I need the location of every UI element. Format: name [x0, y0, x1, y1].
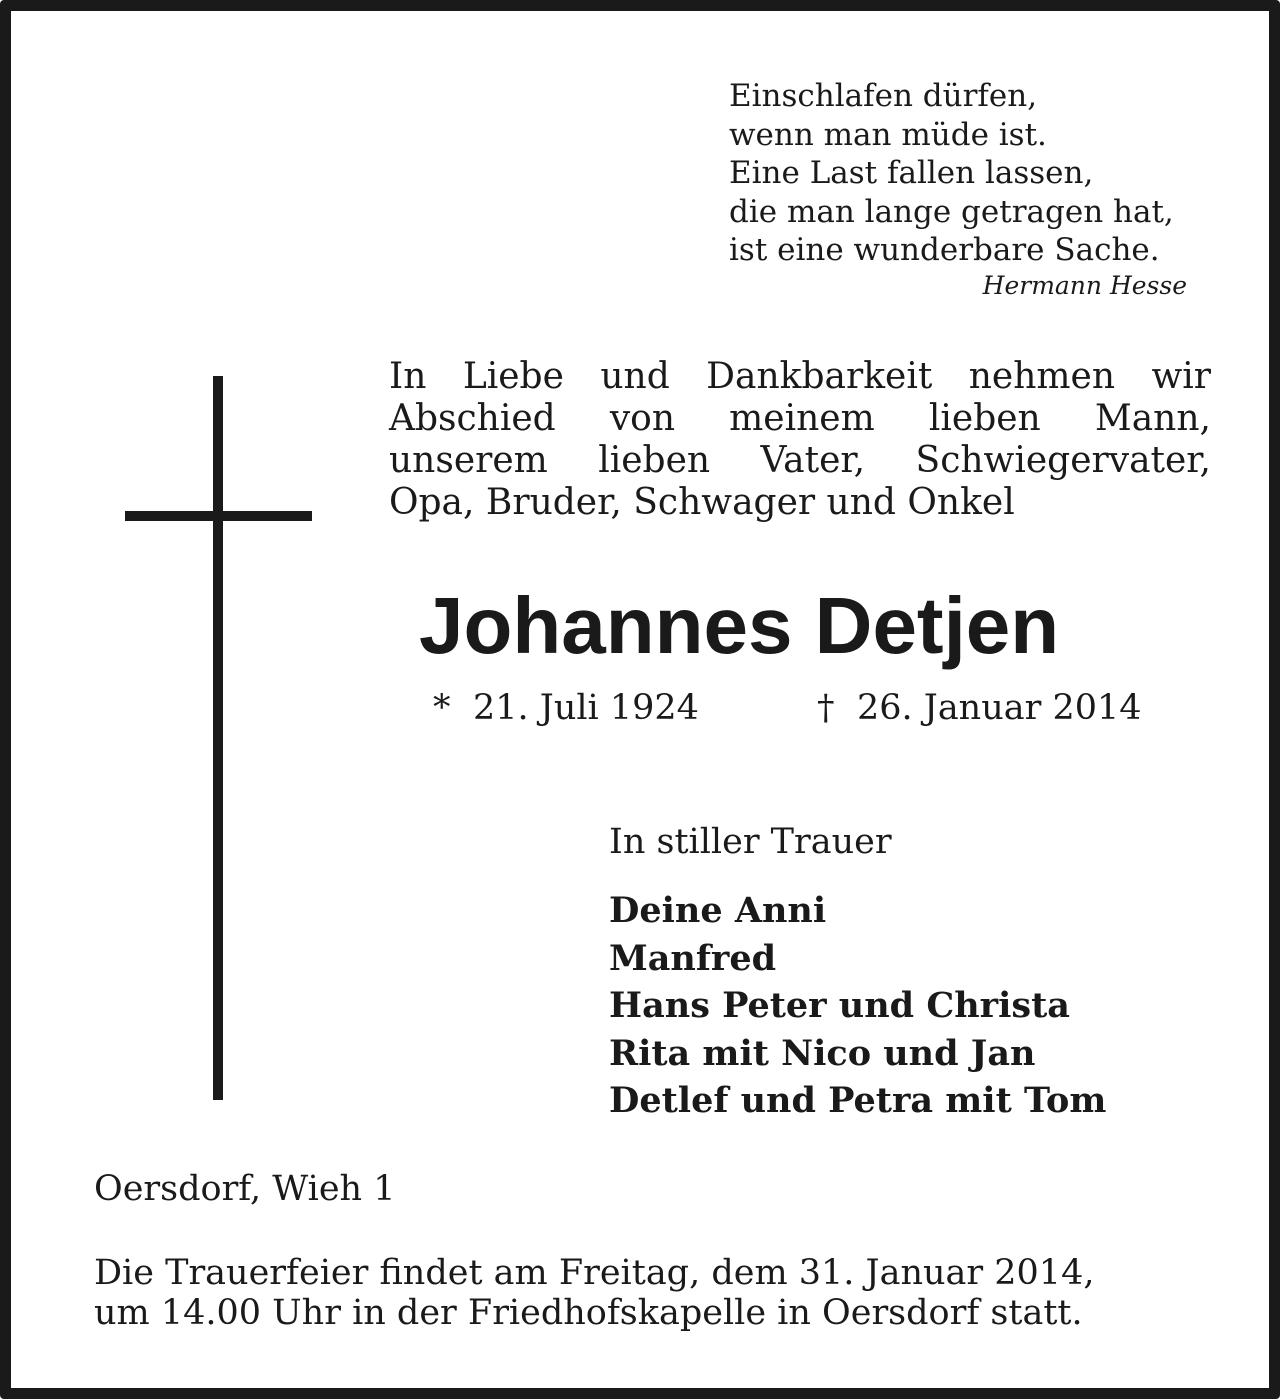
- intro-text: [389, 356, 1211, 524]
- poem-line: Einschlafen dürfen,: [729, 78, 1038, 114]
- poem-line: Eine Last fallen lassen,: [729, 155, 1094, 191]
- mourners-heading: In stiller Trauer: [609, 822, 892, 862]
- mourner-name: Deine Anni: [609, 890, 827, 931]
- poem-line: die man lange getragen hat,: [729, 193, 1174, 230]
- death-symbol: †: [817, 688, 835, 728]
- cross-horizontal-bar: [125, 511, 312, 521]
- mourner-name: Detlef und Petra mit Tom: [609, 1080, 1107, 1121]
- ceremony-info: [94, 1253, 1224, 1333]
- death-date-line: [817, 687, 1142, 729]
- mourners-list: [609, 887, 1106, 1125]
- mourner-name: Hans Peter und Christa: [609, 985, 1070, 1026]
- ceremony-line: um 14.00 Uhr in der Friedhofskapelle in Oersdorf statt.: [94, 1293, 1083, 1333]
- death-date: 26. Januar 2014: [857, 688, 1142, 728]
- poem-author: Hermann Hesse: [982, 271, 1187, 300]
- poem-line: wenn man müde ist.: [729, 116, 1047, 153]
- poem-line: ist eine wunderbare Sache.: [729, 232, 1160, 268]
- cross-vertical-bar: [213, 376, 223, 1100]
- intro-line: Abschied von meinem lieben Mann,: [389, 398, 1211, 439]
- ceremony-line: Die Trauerfeier findet am Freitag, dem 31. Januar 2014,: [94, 1253, 1095, 1293]
- intro-line: Opa, Bruder, Schwager und Onkel: [389, 482, 1015, 523]
- birth-date: 21. Juli 1924: [473, 688, 699, 728]
- mourner-name: Rita mit Nico und Jan: [609, 1032, 1036, 1074]
- intro-line: unserem lieben Vater, Schwiegervater,: [389, 440, 1211, 481]
- birth-symbol: *: [433, 688, 451, 728]
- mourner-name: Manfred: [609, 937, 777, 979]
- deceased-name: Johannes Detjen: [419, 581, 1060, 670]
- address: Oersdorf, Wieh 1: [94, 1169, 396, 1209]
- intro-line: In Liebe und Dankbarkeit nehmen wir: [389, 356, 1211, 397]
- poem: [729, 77, 1214, 270]
- birth-date-line: [433, 687, 699, 729]
